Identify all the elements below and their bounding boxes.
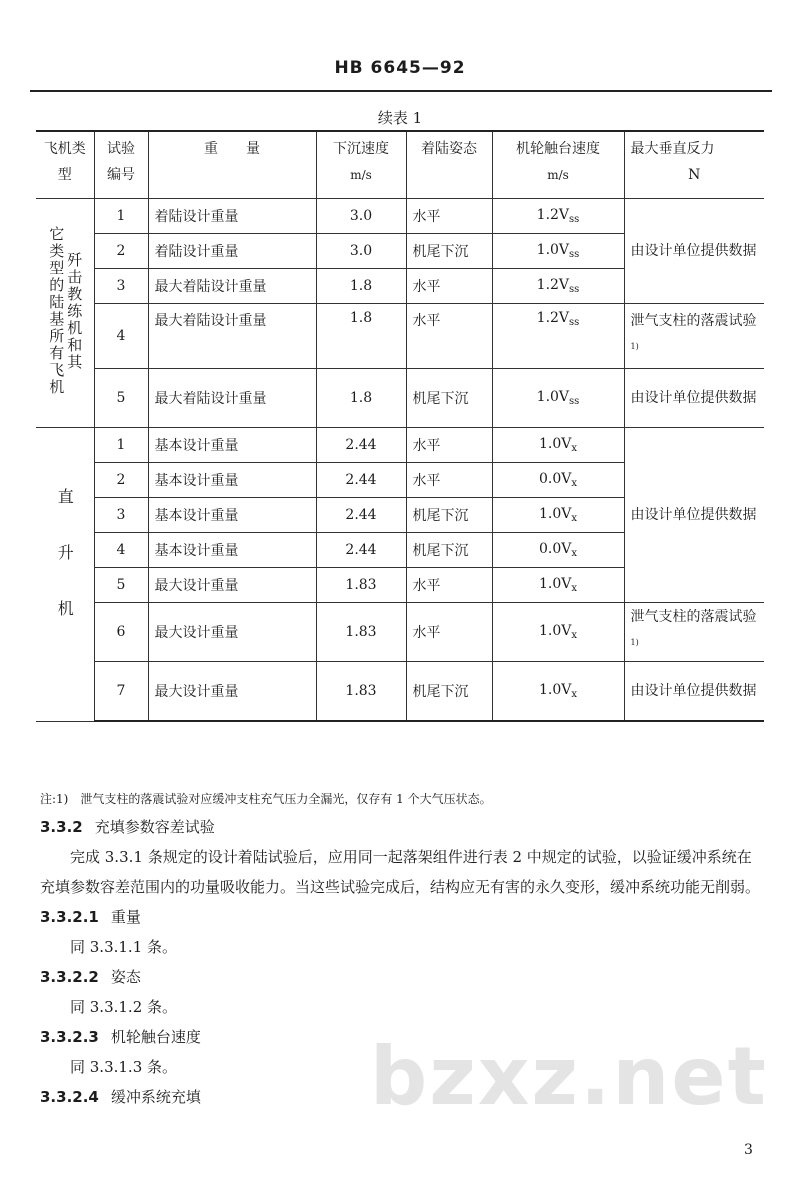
touch-speed-cell — [492, 269, 624, 304]
table-row — [36, 428, 764, 463]
test-number: 3 — [94, 269, 148, 304]
touch-subscript: ss — [569, 284, 580, 295]
touch-value: 0.0V — [538, 541, 572, 557]
footnote-marker: 1) — [630, 342, 639, 351]
touch-subscript: ss — [569, 249, 580, 260]
fixed-wing-type-label — [47, 226, 84, 396]
touch-speed-unit: m/s — [547, 168, 569, 182]
attitude-cell: 水平 — [406, 463, 492, 498]
weight-cell: 最大设计重量 — [148, 603, 316, 662]
touch-speed-cell — [492, 568, 624, 603]
touch-value: 1.2V — [536, 277, 570, 293]
page-number: 3 — [744, 1142, 753, 1158]
touch-value: 1.2V — [536, 310, 570, 326]
touch-value: 1.0V — [538, 576, 572, 592]
sink-speed-label: 下沉速度 — [333, 141, 389, 157]
footnote-marker: 1) — [630, 638, 639, 647]
touch-speed-cell — [492, 304, 624, 369]
header-weight: 重 量 — [148, 131, 316, 199]
touch-subscript: x — [571, 513, 577, 524]
weight-cell: 最大设计重量 — [148, 568, 316, 603]
attitude-cell: 水平 — [406, 428, 492, 463]
test-number: 5 — [94, 369, 148, 428]
aircraft-type-helicopter — [36, 428, 94, 722]
header-touch-speed — [492, 131, 624, 199]
sink-speed-cell: 1.8 — [316, 269, 406, 304]
sink-speed-cell: 1.83 — [316, 568, 406, 603]
weight-cell: 基本设计重量 — [148, 463, 316, 498]
sink-speed-unit: m/s — [350, 168, 372, 182]
sink-speed-cell: 3.0 — [316, 234, 406, 269]
drop-test-text: 泄气支柱的落震试验 — [630, 313, 757, 329]
aircraft-type-fixed-wing — [36, 199, 94, 428]
reaction-cell: 由设计单位提供数据 — [624, 662, 764, 722]
touch-speed-cell — [492, 463, 624, 498]
subsection-number: 3.3.2.4 — [40, 1088, 99, 1106]
attitude-cell: 机尾下沉 — [406, 533, 492, 568]
attitude-cell: 水平 — [406, 603, 492, 662]
table-footnote: 注:1) 泄气支柱的落震试验对应缓冲支柱充气压力全漏光，仅存有 1 个大气压状态。 — [40, 792, 492, 806]
table-header-row — [36, 131, 764, 199]
touch-speed-cell — [492, 369, 624, 428]
test-number: 4 — [94, 304, 148, 369]
touch-value: 1.0V — [538, 623, 572, 639]
helicopter-type-label: 直升机 — [55, 488, 75, 657]
touch-subscript: x — [571, 478, 577, 489]
weight-cell: 最大着陆设计重量 — [148, 304, 316, 369]
subsection-number: 3.3.2.3 — [40, 1028, 99, 1046]
table-row — [36, 662, 764, 722]
subsection-title: 缓冲系统充填 — [110, 1088, 201, 1106]
subsection-text: 同 3.3.1.2 条。 — [70, 998, 178, 1016]
table-row — [36, 603, 764, 662]
attitude-cell: 机尾下沉 — [406, 369, 492, 428]
table-row — [36, 199, 764, 234]
weight-cell: 最大设计重量 — [148, 662, 316, 722]
table-row — [36, 304, 764, 369]
header-rule — [30, 90, 772, 92]
section-number: 3.3.2 — [40, 818, 83, 836]
test-number: 6 — [94, 603, 148, 662]
subsection-title: 重量 — [110, 908, 141, 926]
test-number: 2 — [94, 463, 148, 498]
reaction-cell — [624, 603, 764, 662]
sink-speed-cell: 2.44 — [316, 498, 406, 533]
touch-value: 1.2V — [536, 207, 570, 223]
touch-speed-label: 机轮触台速度 — [516, 141, 600, 157]
weight-cell: 基本设计重量 — [148, 498, 316, 533]
weight-cell: 着陆设计重量 — [148, 199, 316, 234]
watermark: bzxz.net — [370, 1030, 768, 1123]
touch-speed-cell — [492, 199, 624, 234]
subsection-title: 机轮触台速度 — [110, 1028, 201, 1046]
drop-test-text: 泄气支柱的落震试验 — [630, 609, 757, 625]
touch-value: 0.0V — [538, 471, 572, 487]
reaction-cell: 由设计单位提供数据 — [624, 428, 764, 603]
subsection-number: 3.3.2.1 — [40, 908, 99, 926]
weight-cell: 最大着陆设计重量 — [148, 369, 316, 428]
subsection-heading — [40, 962, 765, 992]
sink-speed-cell: 1.8 — [316, 304, 406, 369]
max-reaction-label: 最大垂直反力 — [630, 141, 715, 157]
type-label-col2: 它类型的陆基所有飞机 — [47, 226, 66, 396]
attitude-cell: 机尾下沉 — [406, 498, 492, 533]
touch-speed-cell — [492, 234, 624, 269]
sink-speed-cell: 2.44 — [316, 533, 406, 568]
touch-value: 1.0V — [538, 682, 572, 698]
header-test-number: 试验编号 — [94, 131, 148, 199]
sink-speed-cell: 1.83 — [316, 662, 406, 722]
weight-cell: 最大着陆设计重量 — [148, 269, 316, 304]
touch-subscript: x — [571, 548, 577, 559]
sink-speed-cell: 3.0 — [316, 199, 406, 234]
touch-subscript: ss — [569, 396, 580, 407]
landing-test-table — [36, 130, 764, 722]
reaction-cell — [624, 304, 764, 369]
max-reaction-unit: N — [688, 167, 701, 183]
table-caption: 续表 1 — [377, 109, 423, 127]
touch-subscript: ss — [569, 317, 580, 328]
touch-value: 1.0V — [536, 389, 570, 405]
header-max-reaction — [624, 131, 764, 199]
touch-speed-cell — [492, 533, 624, 568]
subsection-number: 3.3.2.2 — [40, 968, 99, 986]
touch-speed-cell — [492, 428, 624, 463]
subsection-title: 姿态 — [110, 968, 141, 986]
attitude-cell: 水平 — [406, 269, 492, 304]
weight-cell: 基本设计重量 — [148, 533, 316, 568]
header-aircraft-type: 飞机类型 — [36, 131, 94, 199]
touch-speed-cell — [492, 662, 624, 722]
subsection-text: 同 3.3.1.1 条。 — [70, 938, 178, 956]
table-row — [36, 369, 764, 428]
attitude-cell: 机尾下沉 — [406, 234, 492, 269]
sink-speed-cell: 1.8 — [316, 369, 406, 428]
attitude-cell: 机尾下沉 — [406, 662, 492, 722]
touch-subscript: x — [571, 689, 577, 700]
attitude-cell: 水平 — [406, 199, 492, 234]
touch-subscript: x — [571, 583, 577, 594]
touch-value: 1.0V — [538, 436, 572, 452]
touch-value: 1.0V — [538, 506, 572, 522]
test-number: 2 — [94, 234, 148, 269]
subsection-heading — [40, 902, 765, 932]
reaction-cell: 由设计单位提供数据 — [624, 369, 764, 428]
sink-speed-cell: 2.44 — [316, 463, 406, 498]
header-attitude: 着陆姿态 — [406, 131, 492, 199]
type-label-col1: 歼击教练机和其 — [65, 251, 84, 371]
touch-subscript: x — [571, 630, 577, 641]
sink-speed-cell: 1.83 — [316, 603, 406, 662]
section-heading — [40, 812, 765, 842]
test-number: 3 — [94, 498, 148, 533]
section-title: 充填参数容差试验 — [94, 818, 215, 836]
test-number: 1 — [94, 428, 148, 463]
test-number: 4 — [94, 533, 148, 568]
touch-subscript: x — [571, 443, 577, 454]
attitude-cell: 水平 — [406, 304, 492, 369]
header-sink-speed — [316, 131, 406, 199]
weight-cell: 着陆设计重量 — [148, 234, 316, 269]
touch-speed-cell — [492, 603, 624, 662]
attitude-cell: 水平 — [406, 568, 492, 603]
touch-subscript: ss — [569, 214, 580, 225]
reaction-cell: 由设计单位提供数据 — [624, 199, 764, 304]
test-number: 5 — [94, 568, 148, 603]
test-number: 7 — [94, 662, 148, 722]
subsection-text: 同 3.3.1.3 条。 — [70, 1058, 178, 1076]
sink-speed-cell: 2.44 — [316, 428, 406, 463]
test-number: 1 — [94, 199, 148, 234]
section-paragraph: 完成 3.3.1 条规定的设计着陆试验后，应用同一起落架组件进行表 2 中规定的试验，以验证缓冲系统在充填参数容差范围内的功量吸收能力。当这些试验完成后，结构应无有害的永久变形，缓冲系统功能无削弱。 — [40, 848, 761, 896]
touch-value: 1.0V — [536, 242, 570, 258]
touch-speed-cell — [492, 498, 624, 533]
weight-cell: 基本设计重量 — [148, 428, 316, 463]
document-code: HB 6645—92 — [334, 58, 466, 78]
